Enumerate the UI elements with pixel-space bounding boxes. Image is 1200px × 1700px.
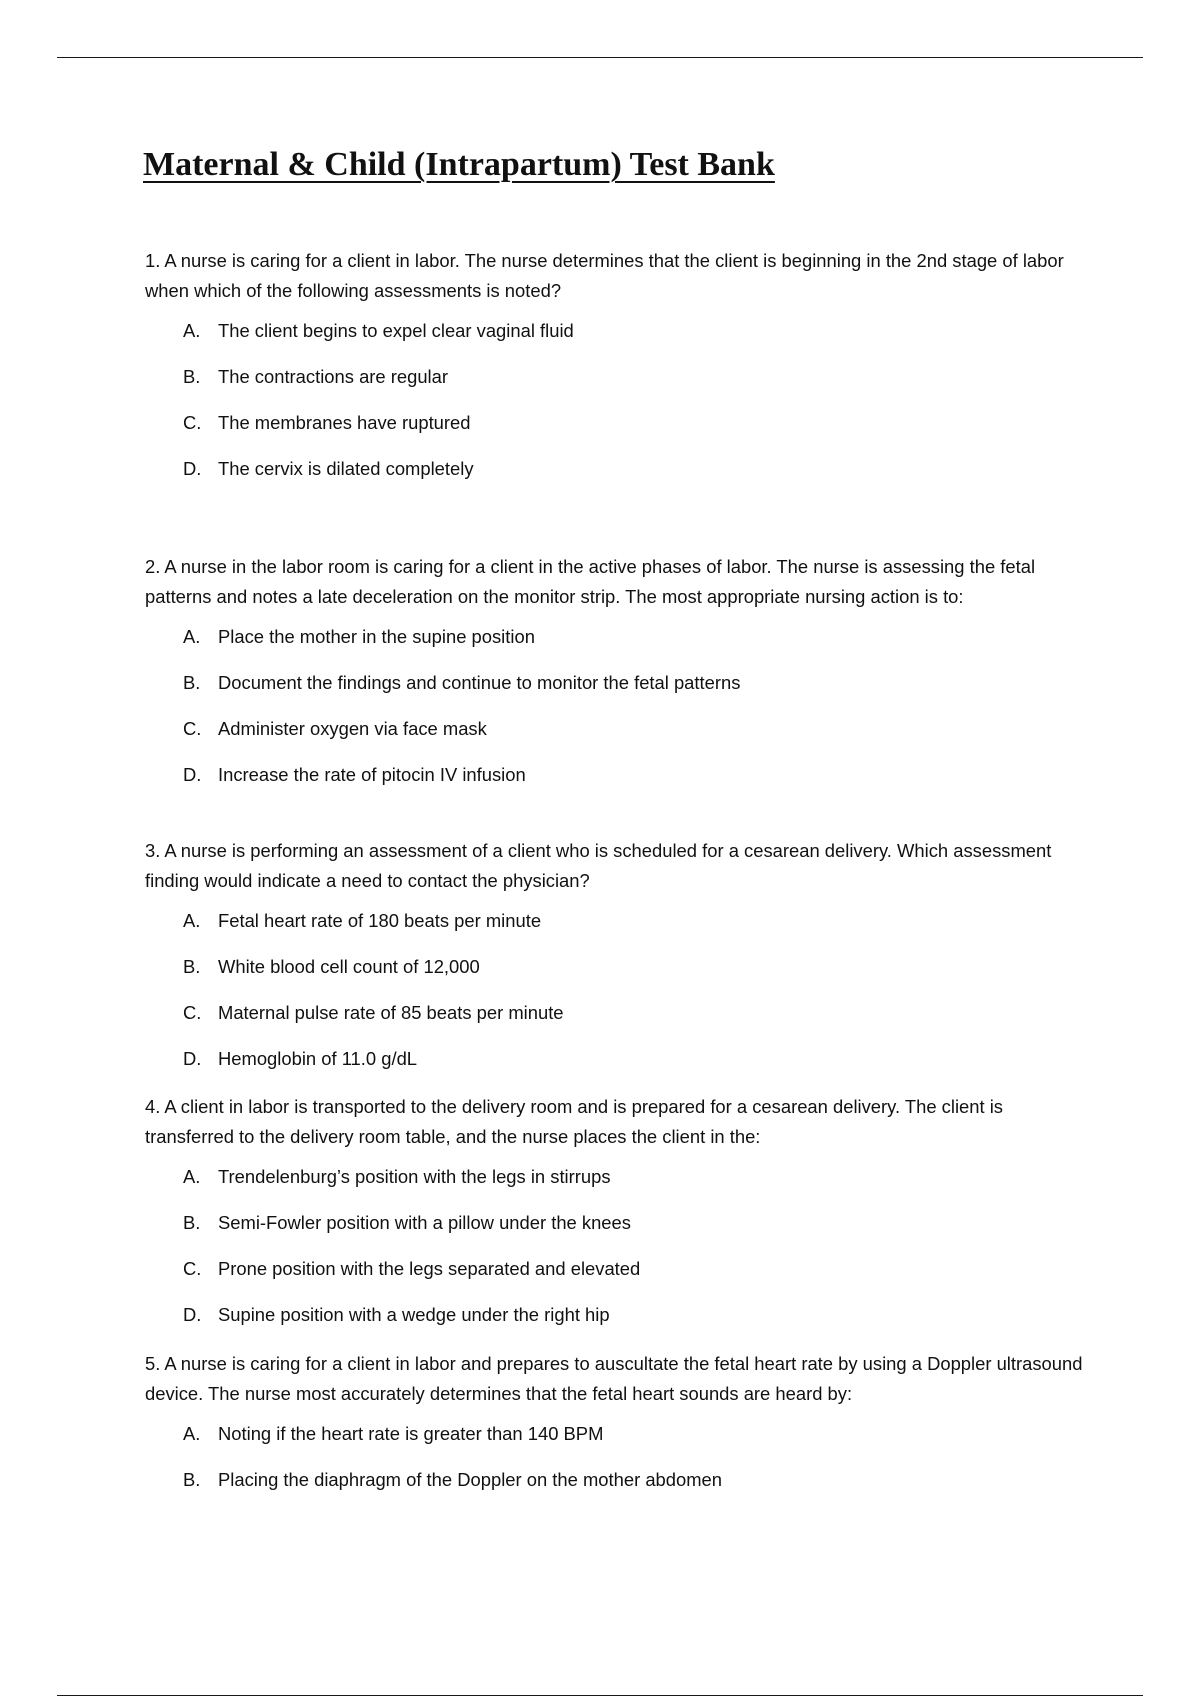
answer-option bbox=[145, 998, 1090, 1044]
option-text: Noting if the heart rate is greater than 140 BPM bbox=[218, 1423, 604, 1444]
option-text: Administer oxygen via face mask bbox=[218, 718, 487, 739]
option-letter: B. bbox=[183, 956, 201, 977]
top-rule bbox=[57, 57, 1143, 58]
answer-options bbox=[145, 1162, 1090, 1346]
option-letter: A. bbox=[183, 1166, 201, 1187]
answer-option bbox=[145, 1162, 1090, 1208]
answer-option bbox=[145, 316, 1090, 362]
option-text: Placing the diaphragm of the Doppler on the mother abdomen bbox=[218, 1469, 723, 1490]
question-stem: 1. A nurse is caring for a client in labor. The nurse determines that the client is beginning in the 2nd stage of labor when which of the following assessments is noted? bbox=[145, 250, 1064, 301]
answer-options bbox=[145, 316, 1090, 500]
question-stem: 5. A nurse is caring for a client in labor and prepares to auscultate the fetal heart rate by using a Doppler ultrasound device. The nurse most accurately determines that the fetal heart sounds are heard by: bbox=[145, 1353, 1083, 1404]
option-text: Semi-Fowler position with a pillow under the knees bbox=[218, 1212, 631, 1233]
answer-option bbox=[145, 622, 1090, 668]
option-text: Fetal heart rate of 180 beats per minute bbox=[218, 910, 542, 931]
answer-option bbox=[145, 952, 1090, 998]
option-text: The contractions are regular bbox=[218, 366, 448, 387]
option-text: Place the mother in the supine position bbox=[218, 626, 535, 647]
question-stem: 2. A nurse in the labor room is caring for a client in the active phases of labor. The nurse is assessing the fetal patterns and notes a late deceleration on the monitor strip. The most appropriate nursing action is to: bbox=[145, 556, 1036, 607]
question-4 bbox=[145, 1092, 1090, 1346]
option-letter: D. bbox=[183, 764, 202, 785]
answer-option bbox=[145, 408, 1090, 454]
answer-option bbox=[145, 714, 1090, 760]
page-title: Maternal & Child (Intrapartum) Test Bank bbox=[143, 146, 775, 183]
option-letter: C. bbox=[183, 412, 202, 433]
option-letter: B. bbox=[183, 1469, 201, 1490]
option-letter: D. bbox=[183, 1048, 202, 1069]
question-5 bbox=[145, 1349, 1090, 1511]
answer-option bbox=[145, 1254, 1090, 1300]
option-letter: D. bbox=[183, 1304, 202, 1325]
option-letter: D. bbox=[183, 458, 202, 479]
option-text: Supine position with a wedge under the right hip bbox=[218, 1304, 610, 1325]
answer-options bbox=[145, 1419, 1090, 1511]
question-stem: 4. A client in labor is transported to the delivery room and is prepared for a cesarean delivery. The client is transferred to the delivery room table, and the nurse places the client in the: bbox=[145, 1096, 1004, 1147]
bottom-rule bbox=[57, 1695, 1143, 1696]
option-text: The client begins to expel clear vaginal fluid bbox=[218, 320, 574, 341]
option-letter: C. bbox=[183, 1002, 202, 1023]
option-text: Prone position with the legs separated and elevated bbox=[218, 1258, 641, 1279]
answer-option bbox=[145, 1465, 1090, 1511]
option-letter: C. bbox=[183, 1258, 202, 1279]
answer-option bbox=[145, 362, 1090, 408]
option-letter: B. bbox=[183, 1212, 201, 1233]
option-text: Increase the rate of pitocin IV infusion bbox=[218, 764, 526, 785]
question-stem: 3. A nurse is performing an assessment of a client who is scheduled for a cesarean delivery. Which assessment finding would indicate a need to contact the physician? bbox=[145, 840, 1052, 891]
option-text: Trendelenburg’s position with the legs in stirrups bbox=[218, 1166, 611, 1187]
option-letter: C. bbox=[183, 718, 202, 739]
answer-option bbox=[145, 1300, 1090, 1346]
option-text: Document the findings and continue to monitor the fetal patterns bbox=[218, 672, 741, 693]
option-letter: A. bbox=[183, 320, 201, 341]
option-letter: A. bbox=[183, 1423, 201, 1444]
option-letter: B. bbox=[183, 672, 201, 693]
answer-option bbox=[145, 760, 1090, 806]
answer-options bbox=[145, 622, 1090, 806]
answer-options bbox=[145, 906, 1090, 1090]
question-1 bbox=[145, 246, 1090, 500]
option-text: Maternal pulse rate of 85 beats per minute bbox=[218, 1002, 564, 1023]
option-letter: B. bbox=[183, 366, 201, 387]
option-letter: A. bbox=[183, 626, 201, 647]
answer-option bbox=[145, 1419, 1090, 1465]
option-text: Hemoglobin of 11.0 g/dL bbox=[218, 1048, 418, 1069]
question-3 bbox=[145, 836, 1090, 1090]
answer-option bbox=[145, 454, 1090, 500]
option-text: The cervix is dilated completely bbox=[218, 458, 474, 479]
option-letter: A. bbox=[183, 910, 201, 931]
option-text: The membranes have ruptured bbox=[218, 412, 471, 433]
option-text: White blood cell count of 12,000 bbox=[218, 956, 480, 977]
answer-option bbox=[145, 1044, 1090, 1090]
question-2 bbox=[145, 552, 1090, 806]
answer-option bbox=[145, 906, 1090, 952]
answer-option bbox=[145, 1208, 1090, 1254]
answer-option bbox=[145, 668, 1090, 714]
